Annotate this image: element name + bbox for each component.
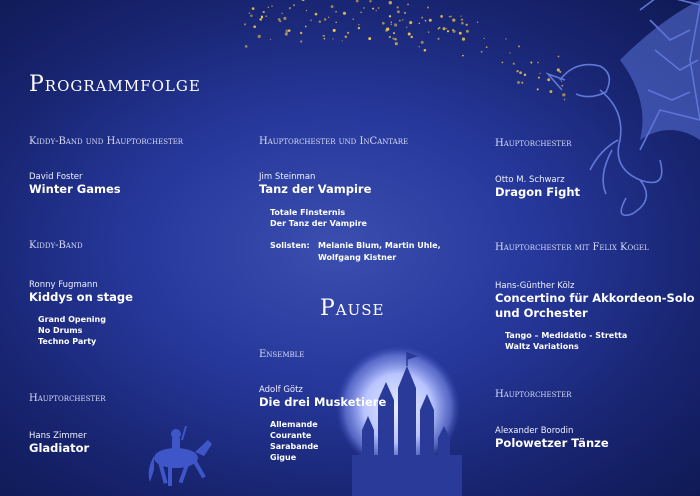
composer-name: Jim Steinman [259, 172, 316, 182]
movement-item: Totale Finsternis [270, 208, 346, 217]
soloists-label: Solisten: [270, 241, 310, 250]
composer-name: Otto M. Schwarz [495, 175, 565, 185]
section-heading: Hauptorchester [495, 389, 572, 400]
movement-list [505, 330, 627, 352]
composer-name: David Foster [29, 172, 83, 182]
piece-title: Tanz der Vampire [259, 182, 372, 196]
piece-title: Gladiator [29, 441, 90, 455]
movement-item: Techno Party [38, 337, 97, 346]
soloist-names: Melanie Blum, Martin Uhle, [318, 241, 441, 250]
movement-item: Der Tanz der Vampire [270, 219, 367, 228]
piece-title: Winter Games [29, 182, 121, 196]
program-title: Programmfolge [29, 72, 201, 97]
movement-item: Tango – Medidatio - Stretta [505, 331, 628, 340]
piece-title: Dragon Fight [495, 185, 581, 199]
section-heading: Hauptorchester [495, 138, 572, 149]
piece-title [495, 291, 695, 321]
movement-list [270, 419, 318, 463]
soloists [270, 240, 441, 264]
piece-title-line: Concertino für Akkordeon-Solo [495, 291, 695, 305]
composer-name: Hans-Günther Kölz [495, 281, 575, 291]
soloist-names: Wolfgang Kistner [318, 253, 397, 262]
movement-item: Grand Opening [38, 315, 106, 324]
section-heading: Ensemble [259, 349, 305, 360]
composer-name: Ronny Fugmann [29, 280, 98, 290]
piece-title: Polowetzer Tänze [495, 436, 609, 450]
movement-item: Waltz Variations [505, 342, 579, 351]
movement-item: Sarabande [270, 442, 319, 451]
section-heading: Kiddy-Band und Hauptorchester [29, 136, 184, 147]
piece-title: Die drei Musketiere [259, 395, 387, 409]
composer-name: Hans Zimmer [29, 431, 87, 441]
movement-list [270, 207, 367, 229]
movement-item: Allemande [270, 420, 318, 429]
movement-item: Gigue [270, 453, 297, 462]
movement-list [38, 314, 106, 347]
section-heading: Kiddy-Band [29, 240, 83, 251]
composer-name: Alexander Borodin [495, 426, 574, 436]
movement-item: No Drums [38, 326, 83, 335]
piece-title: Kiddys on stage [29, 290, 133, 304]
pause-heading: Pause [320, 296, 385, 321]
section-heading: Hauptorchester [29, 393, 106, 404]
section-heading: Hauptorchester und InCantare [259, 136, 409, 147]
piece-title-line: und Orchester [495, 306, 588, 320]
section-heading: Hauptorchester mit Felix Kogel [495, 242, 649, 253]
composer-name: Adolf Götz [259, 385, 303, 395]
movement-item: Courante [270, 431, 312, 440]
